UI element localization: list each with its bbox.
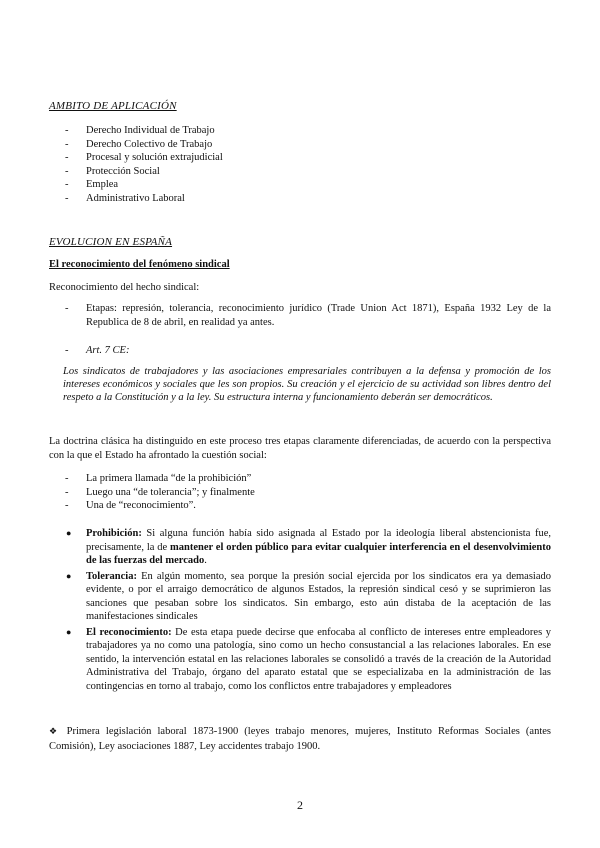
list-item [65, 472, 386, 486]
dash-marker: - [65, 303, 69, 314]
evolucion-subtitle: El reconocimiento del fenómeno sindical [49, 259, 230, 270]
dash-marker: - [65, 152, 69, 163]
list-item [65, 486, 386, 500]
page-number: 2 [297, 798, 303, 812]
art-quote: Los sindicatos de trabajadores y las asociaciones empresariales contribuyen a la defensa y promoción de los intereses económicos y sociales que les son propios. Su creación y el ejercicio de su actividad son libres dentro del respeto a la Constitución y a la ley. Su estructura interna y funcionamiento deberán ser democráticos. [63, 366, 551, 403]
etapas-text: Etapas: represión, tolerancia, reconocimiento jurídico (Trade Union Act 1871), España 1932 Ley de la Republica de 8 de abril, en realidad ya antes. [86, 303, 551, 328]
stage-tolerancia [66, 570, 551, 624]
art-label: Art. 7 CE: [86, 345, 130, 356]
list-item [65, 124, 386, 138]
doctrina-list [65, 472, 386, 513]
list-item-label: Una de “reconocimiento”. [86, 500, 196, 511]
doctrina-text: La doctrina clásica ha distinguido en este proceso tres etapas claramente diferenciadas, de acuerdo con la perspectiva con la que el Estado ha afrontado la cuestión social: [49, 436, 551, 461]
bullet-icon: ● [66, 570, 72, 581]
dash-marker: - [65, 486, 69, 498]
legislacion-text: Primera legislación laboral 1873-1900 (leyes trabajo menores, mujeres, Instituto Reformas Sociales (antes Comisión), Ley asociaciones 1887, Ley accidentes trabajo 1900. [49, 726, 551, 752]
evolucion-intro: Reconocimiento del hecho sindical: [49, 282, 200, 293]
list-item-label: Emplea [86, 179, 119, 190]
dash-marker: - [65, 179, 69, 190]
list-item-label: La primera llamada “de la prohibición” [86, 473, 252, 484]
stages-list [66, 527, 552, 693]
list-item [65, 178, 386, 192]
list-item-label: Administrativo Laboral [86, 192, 185, 204]
evolucion-title: EVOLUCION EN ESPAÑA [49, 236, 173, 248]
stage-label: Prohibición: [86, 528, 142, 539]
list-item [65, 192, 386, 206]
list-item-label: Protección Social [86, 165, 160, 177]
stage-prohibicion [66, 527, 552, 568]
stage-bold-text: mantener el orden público para evitar cualquier interferencia en el desenvolvimiento de las fuerzas del mercado [86, 541, 552, 566]
dash-marker: - [65, 165, 69, 177]
list-item [65, 499, 386, 513]
stage-tail: . [204, 555, 207, 566]
list-item-label: Derecho Individual de Trabajo [86, 125, 215, 136]
list-item-label: Derecho Colectivo de Trabajo [86, 138, 213, 150]
diamond-bullet-icon: ❖ [49, 727, 61, 737]
bullet-icon: ● [66, 528, 72, 538]
stage-label: El reconocimiento: [86, 626, 172, 638]
list-item-label: Procesal y solución extrajudicial [86, 152, 223, 163]
list-item [65, 138, 386, 152]
legislacion-paragraph [49, 725, 551, 753]
stage-text: De esta etapa puede decirse que enfocaba al conflicto de intereses entre empleadores y trabajadores ya no como una patología, sino como un hecho consustancial a las relaciones laborales. En ese sentido, la intervención estatal en las relaciones laborales se consolidó a través de la creación de la Autoridad Administrativa del Trabajo, órgano del aparato estatal que se especializaba en la administración de las contingencias en torno al trabajo, como los conflictos entre trabajadores y empleadores [86, 626, 551, 692]
dash-marker: - [65, 500, 69, 511]
stage-label: Tolerancia: [86, 570, 137, 582]
ambito-list [65, 124, 386, 205]
stage-reconocimiento [66, 626, 551, 694]
ambito-title: AMBITO DE APLICACIÓN [49, 100, 177, 112]
list-item [65, 165, 386, 179]
stage-text: En algún momento, sea porque la presión social ejercida por los sindicatos era ya demasiado evidente, o por el arraigo democrático de algunos Estados, la represión sindical cesó y se suprimieron las sanciones que pesaban sobre los sindicatos. Sin embargo, esto aún distaba de la aceptación de las manifestaciones sindicales [86, 570, 551, 622]
bullet-icon: ● [66, 626, 72, 637]
dash-marker: - [65, 125, 69, 136]
dash-marker: - [65, 345, 69, 356]
dash-marker: - [65, 138, 69, 150]
stage-text: Si alguna función había sido asignada al Estado por la ideología liberal abstencionista fue, precisamente, la de [86, 528, 551, 553]
list-item [65, 151, 386, 165]
dash-marker: - [65, 192, 69, 204]
dash-marker: - [65, 473, 69, 484]
list-item-label: Luego una “de tolerancia”; y finalmente [86, 486, 255, 498]
